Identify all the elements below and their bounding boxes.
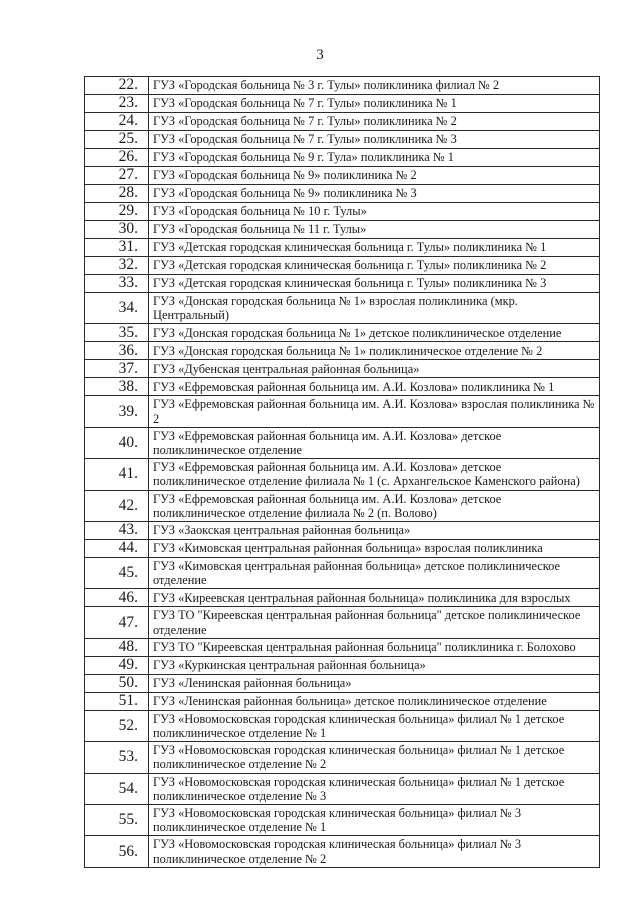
institution-name: ГУЗ «Детская городская клиническая больница г. Тулы» поликлиника № 1 [149, 239, 600, 257]
table-row [85, 167, 600, 185]
table-row [85, 95, 600, 113]
institution-name: ГУЗ «Кимовская центральная районная больница» взрослая поликлиника [149, 540, 600, 558]
row-number: 41. [85, 459, 149, 490]
institution-name: ГУЗ «Ефремовская районная больница им. А.И. Козлова» детское поликлиническое отделение [149, 427, 600, 458]
table-row [85, 836, 600, 867]
page-number: 3 [316, 47, 324, 63]
table-row [85, 692, 600, 710]
institutions-table [84, 76, 600, 868]
institution-name: ГУЗ «Городская больница № 7 г. Тулы» поликлиника № 3 [149, 131, 600, 149]
row-number: 27. [85, 167, 149, 185]
institution-name: ГУЗ «Детская городская клиническая больница г. Тулы» поликлиника № 2 [149, 257, 600, 275]
row-number: 40. [85, 427, 149, 458]
table-row [85, 131, 600, 149]
table-row [85, 674, 600, 692]
institution-name: ГУЗ «Новомосковская городская клиническая больница» филиал № 1 детское поликлиническое отделение № 2 [149, 742, 600, 773]
row-number: 54. [85, 773, 149, 804]
institution-name: ГУЗ «Заокская центральная районная больница» [149, 522, 600, 540]
row-number: 28. [85, 185, 149, 203]
institution-name: ГУЗ «Ефремовская районная больница им. А.И. Козлова» детское поликлиническое отделение филиала № 1 (с. Архангельское Каменского района) [149, 459, 600, 490]
table-row [85, 396, 600, 427]
row-number: 47. [85, 607, 149, 638]
institution-name: ГУЗ «Кимовская центральная районная больница» детское поликлиническое отделение [149, 558, 600, 589]
institution-name: ГУЗ «Дубенская центральная районная больница» [149, 360, 600, 378]
table-row [85, 185, 600, 203]
row-number: 29. [85, 203, 149, 221]
table-row [85, 558, 600, 589]
table-row [85, 324, 600, 342]
institution-name: ГУЗ «Донская городская больница № 1» поликлиническое отделение № 2 [149, 342, 600, 360]
table-row [85, 607, 600, 638]
row-number: 46. [85, 589, 149, 607]
row-number: 50. [85, 674, 149, 692]
table-row [85, 656, 600, 674]
table-row [85, 378, 600, 396]
table-row [85, 77, 600, 95]
row-number: 31. [85, 239, 149, 257]
table-row [85, 459, 600, 490]
table-row [85, 710, 600, 741]
table-row [85, 113, 600, 131]
row-number: 23. [85, 95, 149, 113]
row-number: 39. [85, 396, 149, 427]
row-number: 51. [85, 692, 149, 710]
table-row [85, 589, 600, 607]
table-row [85, 239, 600, 257]
institution-name: ГУЗ «Киреевская центральная районная больница» поликлиника для взрослых [149, 589, 600, 607]
institution-name: ГУЗ «Городская больница № 9 г. Тула» поликлиника № 1 [149, 149, 600, 167]
table-row [85, 293, 600, 324]
table-body [85, 77, 600, 868]
row-number: 33. [85, 275, 149, 293]
institution-name: ГУЗ «Городская больница № 9» поликлиника № 2 [149, 167, 600, 185]
table-row [85, 257, 600, 275]
row-number: 26. [85, 149, 149, 167]
institution-name: ГУЗ «Городская больница № 7 г. Тулы» поликлиника № 1 [149, 95, 600, 113]
row-number: 48. [85, 638, 149, 656]
institution-name: ГУЗ «Городская больница № 7 г. Тулы» поликлиника № 2 [149, 113, 600, 131]
row-number: 36. [85, 342, 149, 360]
row-number: 49. [85, 656, 149, 674]
institution-name: ГУЗ «Новомосковская городская клиническая больница» филиал № 3 поликлиническое отделение № 2 [149, 836, 600, 867]
institution-name: ГУЗ «Ленинская районная больница» [149, 674, 600, 692]
row-number: 44. [85, 540, 149, 558]
institution-name: ГУЗ «Донская городская больница № 1» детское поликлиническое отделение [149, 324, 600, 342]
institution-name: ГУЗ «Ефремовская районная больница им. А.И. Козлова» детское поликлиническое отделение филиала № 2 (п. Волово) [149, 490, 600, 521]
row-number: 22. [85, 77, 149, 95]
table-row [85, 203, 600, 221]
institution-name: ГУЗ «Ленинская районная больница» детское поликлиническое отделение [149, 692, 600, 710]
row-number: 30. [85, 221, 149, 239]
table-row [85, 742, 600, 773]
table-row [85, 805, 600, 836]
institution-name: ГУЗ «Новомосковская городская клиническая больница» филиал № 1 детское поликлиническое отделение № 3 [149, 773, 600, 804]
institution-name: ГУЗ «Городская больница № 9» поликлиника № 3 [149, 185, 600, 203]
row-number: 53. [85, 742, 149, 773]
institution-name: ГУЗ «Городская больница № 3 г. Тулы» поликлиника филиал № 2 [149, 77, 600, 95]
institution-name: ГУЗ «Ефремовская районная больница им. А.И. Козлова» поликлиника № 1 [149, 378, 600, 396]
institution-name: ГУЗ «Ефремовская районная больница им. А.И. Козлова» взрослая поликлиника № 2 [149, 396, 600, 427]
institution-name: ГУЗ «Городская больница № 10 г. Тулы» [149, 203, 600, 221]
table-row [85, 360, 600, 378]
row-number: 52. [85, 710, 149, 741]
institution-name: ГУЗ «Донская городская больница № 1» взрослая поликлиника (мкр. Центральный) [149, 293, 600, 324]
institution-name: ГУЗ ТО "Киреевская центральная районная больница" поликлиника г. Болохово [149, 638, 600, 656]
institution-name: ГУЗ ТО "Киреевская центральная районная больница" детское поликлиническое отделение [149, 607, 600, 638]
table-row [85, 638, 600, 656]
table-row [85, 342, 600, 360]
row-number: 37. [85, 360, 149, 378]
row-number: 35. [85, 324, 149, 342]
table-row [85, 221, 600, 239]
table-row [85, 427, 600, 458]
table-row [85, 522, 600, 540]
table-row [85, 773, 600, 804]
row-number: 38. [85, 378, 149, 396]
institution-name: ГУЗ «Городская больница № 11 г. Тулы» [149, 221, 600, 239]
institution-name: ГУЗ «Новомосковская городская клиническая больница» филиал № 3 поликлиническое отделение № 1 [149, 805, 600, 836]
table-row [85, 149, 600, 167]
row-number: 32. [85, 257, 149, 275]
row-number: 56. [85, 836, 149, 867]
table-row [85, 490, 600, 521]
row-number: 45. [85, 558, 149, 589]
table-row [85, 275, 600, 293]
row-number: 42. [85, 490, 149, 521]
institution-name: ГУЗ «Новомосковская городская клиническая больница» филиал № 1 детское поликлиническое отделение № 1 [149, 710, 600, 741]
institution-name: ГУЗ «Детская городская клиническая больница г. Тулы» поликлиника № 3 [149, 275, 600, 293]
row-number: 24. [85, 113, 149, 131]
row-number: 55. [85, 805, 149, 836]
row-number: 34. [85, 293, 149, 324]
table-row [85, 540, 600, 558]
institution-name: ГУЗ «Куркинская центральная районная больница» [149, 656, 600, 674]
row-number: 43. [85, 522, 149, 540]
row-number: 25. [85, 131, 149, 149]
